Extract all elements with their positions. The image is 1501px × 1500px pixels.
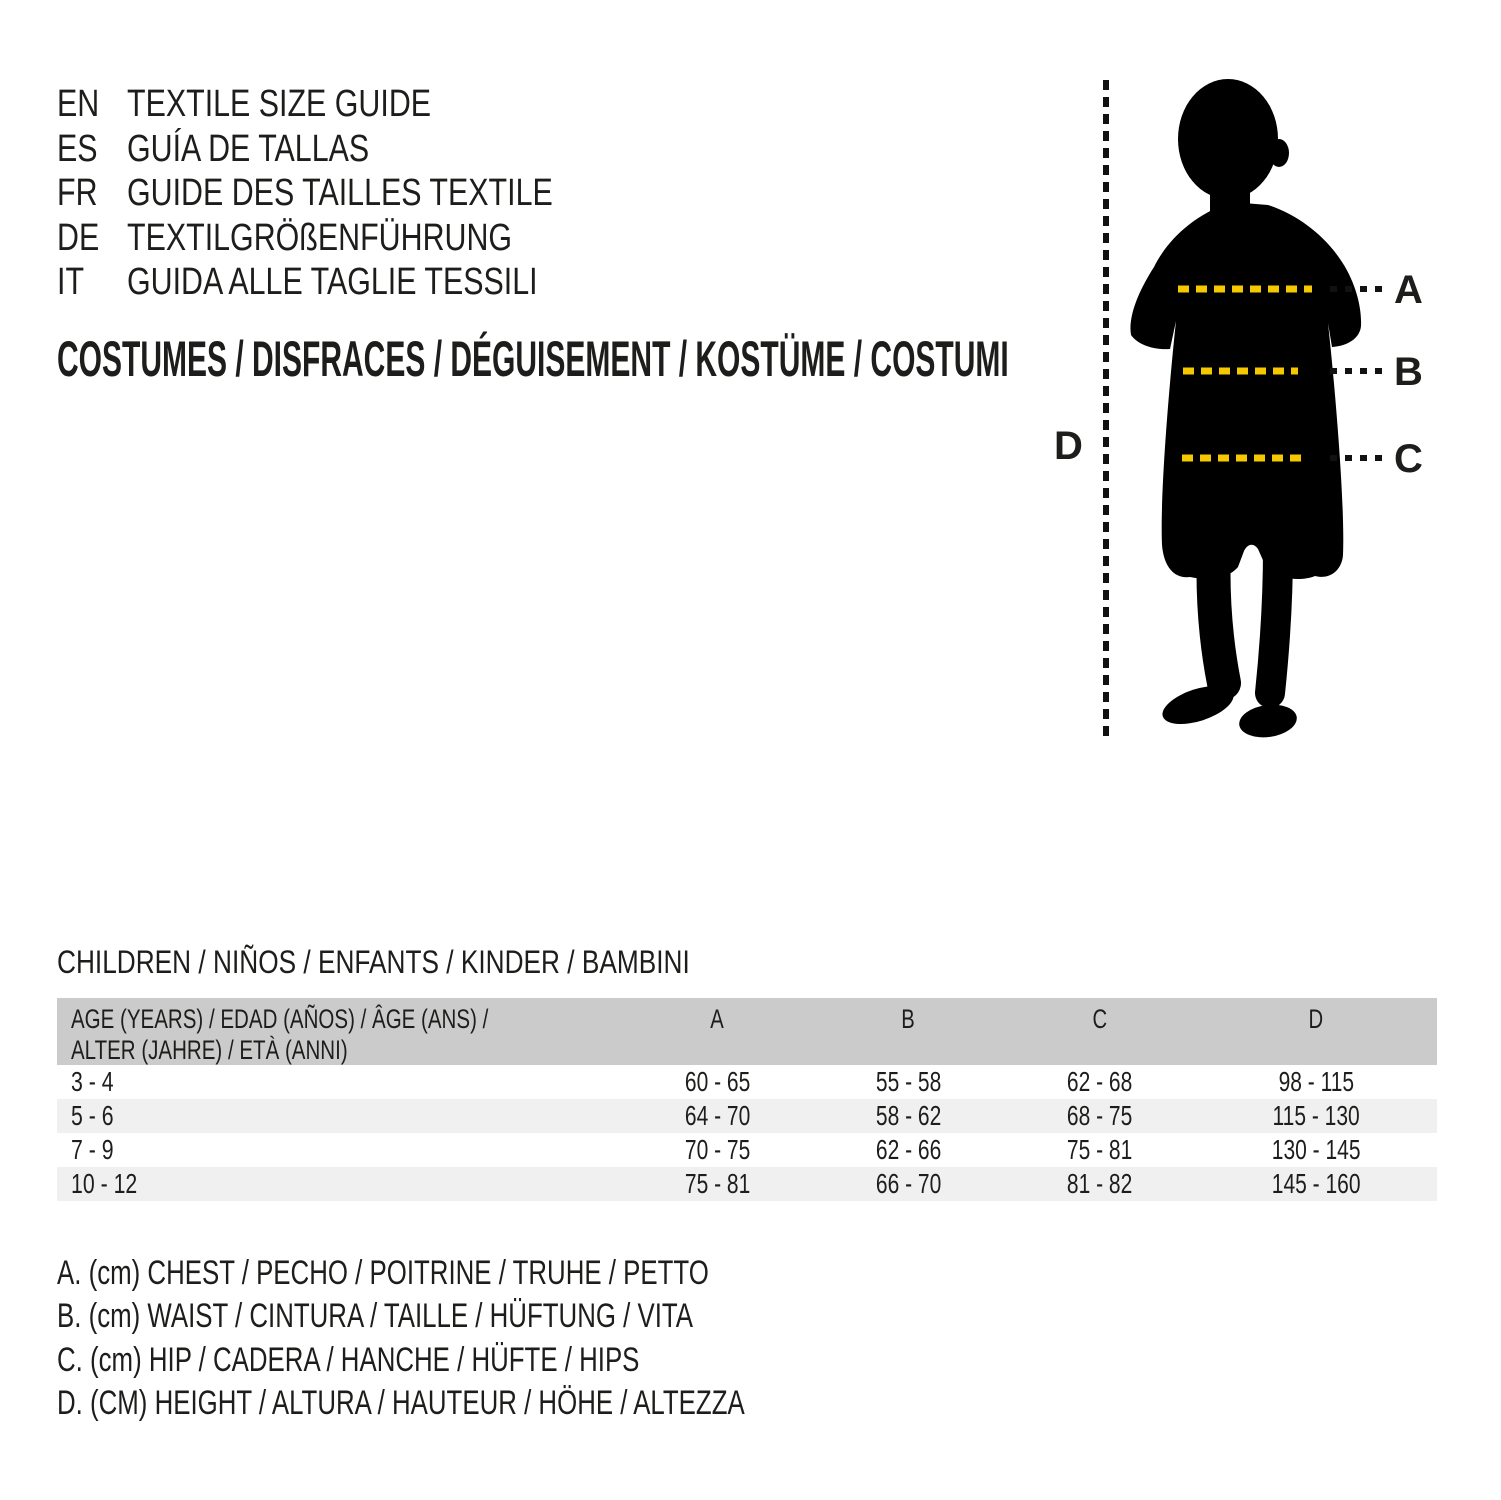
legend-line-height: D. (CM) HEIGHT / ALTURA / HAUTEUR / HÖHE / ALTEZZA xyxy=(57,1383,745,1422)
age-cell: 10 - 12 xyxy=(71,1168,138,1199)
age-cell: 3 - 4 xyxy=(71,1066,114,1097)
language-row-es xyxy=(57,127,659,172)
language-guide-title: TEXTILGRÖßENFÜHRUNG xyxy=(127,216,513,259)
language-row-it xyxy=(57,260,659,305)
children-size-table xyxy=(57,998,1437,1201)
height-value-cell: 115 - 130 xyxy=(1272,1100,1360,1131)
marker-c-label: C xyxy=(1394,437,1423,481)
marker-d-label: D xyxy=(1054,424,1083,468)
language-code: ES xyxy=(57,127,98,170)
children-section-title-text: CHILDREN / NIÑOS / ENFANTS / KINDER / BAMBINI xyxy=(57,944,690,980)
hip-value-cell: 81 - 82 xyxy=(1066,1168,1133,1199)
table-row-age-7-9 xyxy=(57,1133,1437,1167)
table-row-age-10-12 xyxy=(57,1167,1437,1201)
language-code: EN xyxy=(57,83,100,125)
children-section-title xyxy=(57,944,829,980)
language-title-list xyxy=(57,82,659,305)
table-row-age-3-4 xyxy=(57,1065,1437,1099)
height-value-cell: 145 - 160 xyxy=(1271,1168,1361,1199)
legend-line-chest: A. (cm) CHEST / PECHO / POITRINE / TRUHE / PETTO xyxy=(57,1254,709,1292)
waist-value-cell: 58 - 62 xyxy=(875,1100,942,1131)
waist-value-cell: 55 - 58 xyxy=(875,1066,942,1097)
age-header-line2: ALTER (JAHRE) / ETÀ (ANNI) xyxy=(71,1035,348,1065)
language-row-fr xyxy=(57,171,659,216)
marker-a-label: A xyxy=(1394,268,1423,312)
age-cell: 5 - 6 xyxy=(71,1100,114,1131)
hip-value-cell: 62 - 68 xyxy=(1066,1066,1133,1097)
age-header-cell xyxy=(57,1004,622,1035)
language-guide-title: GUIDE DES TAILLES TEXTILE xyxy=(127,172,553,215)
hip-value-cell: 75 - 81 xyxy=(1066,1134,1133,1165)
column-header-c: C xyxy=(1092,1003,1107,1034)
chest-value-cell: 70 - 75 xyxy=(684,1134,751,1165)
age-header-line1: AGE (YEARS) / EDAD (AÑOS) / ÂGE (ANS) / xyxy=(71,1003,489,1034)
waist-value-cell: 66 - 70 xyxy=(875,1168,942,1199)
table-header-row-1 xyxy=(57,1003,1437,1035)
age-header-cell-line2 xyxy=(57,1035,622,1066)
measurement-legend xyxy=(57,1252,962,1425)
language-guide-title: TEXTILE SIZE GUIDE xyxy=(127,83,432,125)
language-row-de xyxy=(57,216,659,261)
language-guide-title: GUIDA ALLE TAGLIE TESSILI xyxy=(127,261,538,304)
height-value-cell: 98 - 115 xyxy=(1278,1066,1354,1097)
chest-value-cell: 60 - 65 xyxy=(684,1066,751,1097)
waist-value-cell: 62 - 66 xyxy=(875,1134,942,1165)
height-value-cell: 130 - 145 xyxy=(1271,1134,1361,1165)
legend-line-waist: B. (cm) WAIST / CINTURA / TAILLE / HÜFTUNG / VITA xyxy=(57,1297,694,1336)
language-code: IT xyxy=(57,261,85,304)
column-header-d: D xyxy=(1308,1003,1324,1034)
table-row-age-5-6 xyxy=(57,1099,1437,1133)
language-code: DE xyxy=(57,216,100,259)
child-measurement-diagram xyxy=(1040,75,1460,745)
chest-value-cell: 64 - 70 xyxy=(684,1100,751,1131)
child-silhouette-icon xyxy=(1130,79,1361,741)
hip-value-cell: 68 - 75 xyxy=(1066,1100,1133,1131)
table-header-row-2 xyxy=(57,1035,1437,1065)
marker-b-label: B xyxy=(1394,350,1423,394)
category-title-text: COSTUMES / DISFRACES / DÉGUISEMENT / KOSTÜME / COSTUMI xyxy=(57,331,1009,387)
chest-value-cell: 75 - 81 xyxy=(684,1168,751,1199)
language-guide-title: GUÍA DE TALLAS xyxy=(127,127,370,170)
table-header xyxy=(57,998,1437,1065)
language-code: FR xyxy=(57,172,98,215)
age-cell: 7 - 9 xyxy=(71,1134,114,1165)
language-row-en xyxy=(57,82,659,127)
column-header-a: A xyxy=(710,1003,725,1034)
legend-line-hip: C. (cm) HIP / CADERA / HANCHE / HÜFTE / HIPS xyxy=(57,1340,640,1379)
column-header-b: B xyxy=(901,1003,916,1034)
